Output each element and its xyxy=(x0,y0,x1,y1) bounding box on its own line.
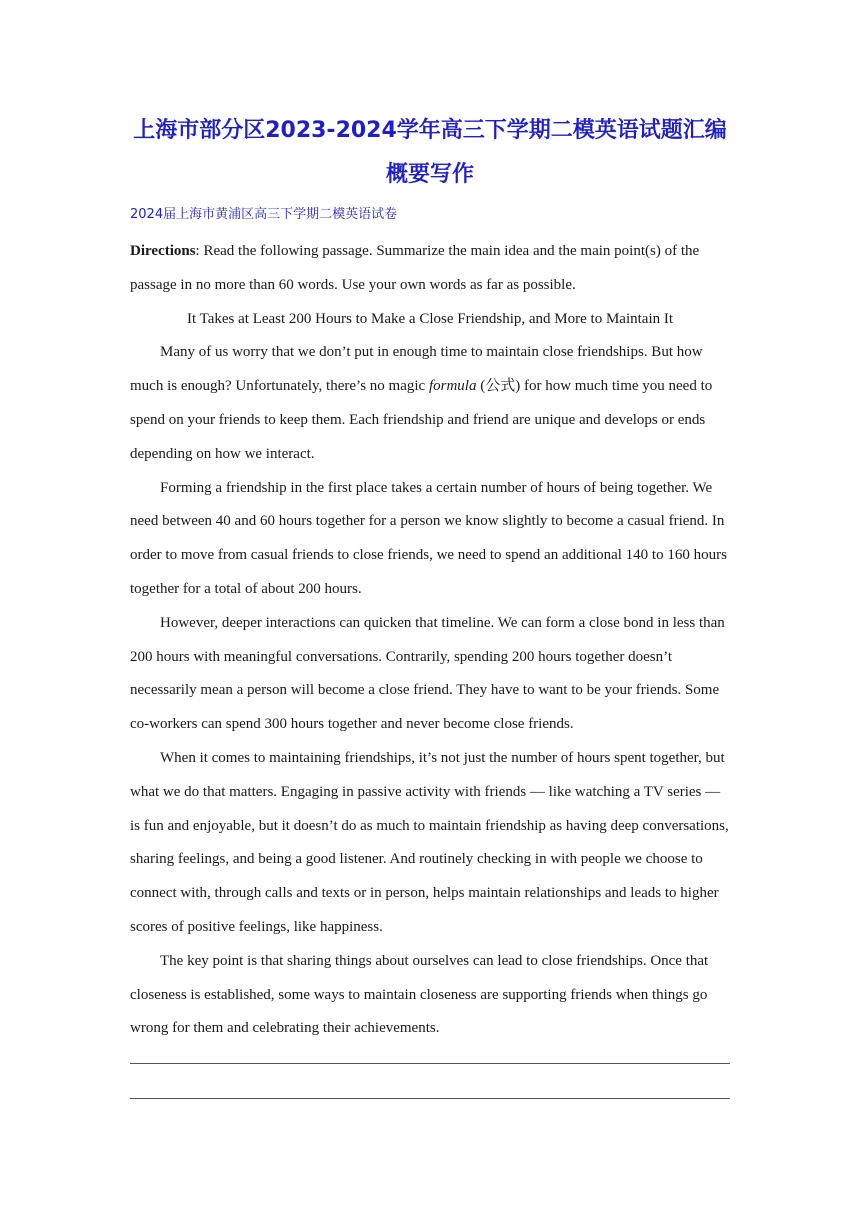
paragraph-1-end: (公式) for how much time you need to spend on your friends to keep them. Each friendship and friend are unique and develops or ends depending on how we interact. xyxy=(130,378,713,462)
passage-title: It Takes at Least 200 Hours to Make a Close Friendship, and More to Maintain It xyxy=(186,310,674,327)
paragraph-2: Forming a friendship in the first place takes a certain number of hours of being together. We need between 40 and 60 hours together for a person we know slightly to become a casual friend. In order to move from casual friends to close friends, we need to spend an additional 140 to 160 hours together for a total of about 200 hours. xyxy=(130,479,727,597)
document-title: 上海市部分区2023-2024学年高三下学期二模英语试题汇编 xyxy=(133,118,727,143)
answer-line[interactable] xyxy=(130,1098,730,1099)
directions-label: Directions xyxy=(130,243,196,259)
directions-paragraph xyxy=(130,235,730,303)
passage-body xyxy=(130,235,730,1046)
exam-source: 2024届上海市黄浦区高三下学期二模英语试卷 xyxy=(130,207,398,222)
paragraph-5: The key point is that sharing things about ourselves can lead to close friendships. Once that closeness is established, some ways to maintain closeness are supporting friends when things go wrong for them and celebrating their achievements. xyxy=(130,952,709,1037)
formula-term: formula xyxy=(428,378,477,395)
paragraph-3: However, deeper interactions can quicken that timeline. We can form a close bond in less than 200 hours with meaningful conversations. Contrarily, spending 200 hours together doesn’t necessarily mean a person will become a close friend. They have to want to be your friends. Some co-workers can spend 300 hours together and never become close friends. xyxy=(130,614,725,733)
paragraph-1 xyxy=(130,336,730,471)
paragraph-1-start: Many of us worry that we don’t put in enough time to maintain close friendships. But how much is enough? Unfortunately, there’s no magic xyxy=(130,344,703,395)
answer-line[interactable] xyxy=(130,1063,730,1064)
section-title: 概要写作 xyxy=(385,162,474,187)
paragraph-4: When it comes to maintaining friendships, it’s not just the number of hours spent together, but what we do that matters. Engaging in passive activity with friends — like watching a TV series — is fun and enjoyable, but it doesn’t do as much to maintain friendship as having deep conversations, sharing feelings, and being a good listener. And routinely checking in with people we choose to connect with, through calls and texts or in person, helps maintain relationships and leads to higher scores of positive feelings, like happiness. xyxy=(130,749,729,935)
directions-text: : Read the following passage. Summarize the main idea and the main point(s) of the passage in no more than 60 words. Use your own words as far as possible. xyxy=(130,243,700,293)
